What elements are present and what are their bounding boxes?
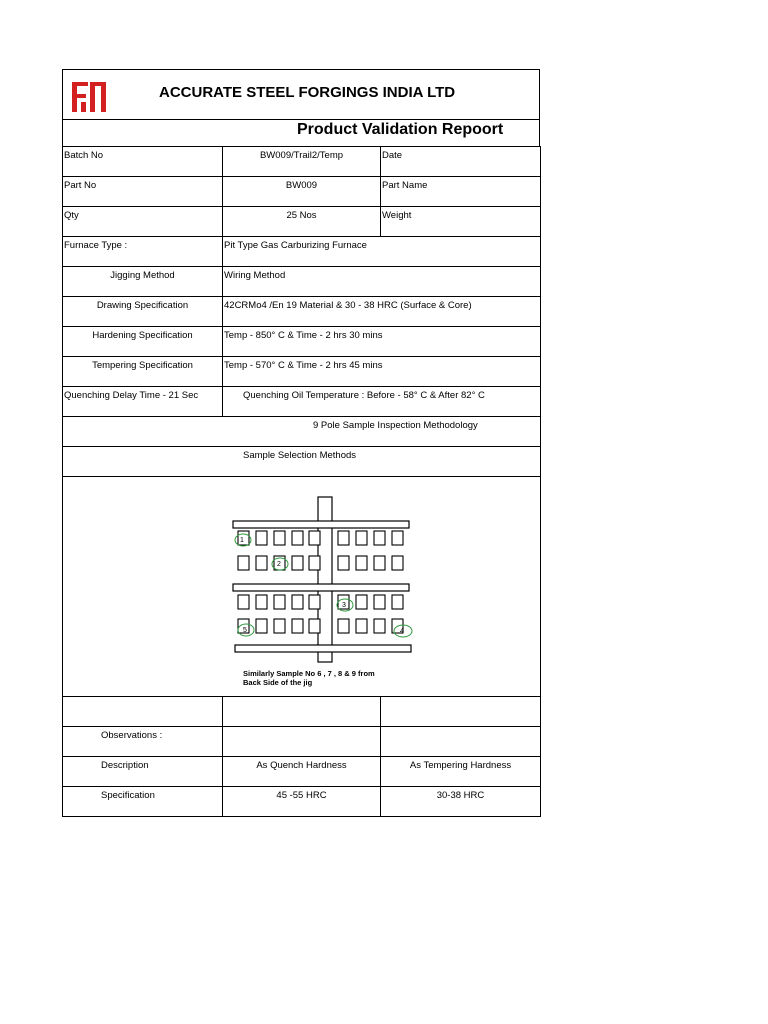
jig-part [338,556,349,570]
sample-label-3: 3 [342,602,346,609]
report-table [62,146,541,817]
jig-part [374,556,385,570]
hardening-label: Hardening Specification [63,327,223,357]
table-row [63,447,541,477]
jig-part [309,531,320,545]
tempering-value: Temp - 570° C & Time - 2 hrs 45 mins [223,357,541,387]
qty-value: 25 Nos [223,207,381,237]
jig-part [292,531,303,545]
tempering-spec-value: 30-38 HRC [381,787,541,817]
jig-part [374,531,385,545]
jig-part [356,619,367,633]
part-name-label: Part Name [381,177,541,207]
blank-cell [223,697,381,727]
bottom-bar [235,645,411,652]
jig-part [309,619,320,633]
batch-no-label: Batch No [63,147,223,177]
table-row [63,787,541,817]
jig-part [274,619,285,633]
table-row [63,417,541,447]
sample-label-5: 5 [243,627,247,634]
jig-part [238,595,249,609]
batch-no-value: BW009/Trail2/Temp [223,147,381,177]
jig-part [392,595,403,609]
jig-diagram [225,479,430,693]
table-row [63,697,541,727]
specification-label: Specification [63,787,223,817]
date-label: Date [381,147,541,177]
blank-cell [63,697,223,727]
methodology-title: 9 Pole Sample Inspection Methodology [63,417,541,447]
jigging-label: Jigging Method [63,267,223,297]
jig-part [256,531,267,545]
header-row [62,69,540,120]
as-quench-header: As Quench Hardness [223,757,381,787]
table-row [63,147,541,177]
jig-part [374,595,385,609]
jig-part [238,556,249,570]
jig-part [338,531,349,545]
jigging-value: Wiring Method [223,267,541,297]
table-row [63,177,541,207]
jig-part [274,531,285,545]
quench-delay: Quenching Delay Time - 21 Sec [63,387,223,417]
blank-cell [223,727,381,757]
diagram-caption-line2: Back Side of the jig [243,678,313,687]
jig-part [256,556,267,570]
furnace-label: Furnace Type : [63,237,223,267]
jig-part [392,531,403,545]
sample-label-1: 1 [240,537,244,544]
jig-part [356,531,367,545]
jig-part [356,595,367,609]
table-row [63,207,541,237]
selection-methods-title: Sample Selection Methods [63,447,541,477]
table-row [63,757,541,787]
table-row [63,727,541,757]
blank-cell [381,697,541,727]
as-tempering-header: As Tempering Hardness [381,757,541,787]
blank-cell [381,727,541,757]
jig-part [356,556,367,570]
part-no-label: Part No [63,177,223,207]
table-row [63,387,541,417]
jig-part [392,556,403,570]
qty-label: Qty [63,207,223,237]
sample-label-2: 2 [277,561,281,568]
drawing-value: 42CRMo4 /En 19 Material & 30 - 38 HRC (Surface & Core) [223,297,541,327]
quench-spec-value: 45 -55 HRC [223,787,381,817]
jig-part [309,556,320,570]
quench-oil-temperature: Quenching Oil Temperature : Before - 58° C & After 82° C [223,387,541,417]
table-row [63,327,541,357]
report-title: Product Validation Repoort [297,121,504,138]
header-left-border [62,70,63,121]
top-bar [233,521,409,528]
company-name: ACCURATE STEEL FORGINGS INDIA LTD [159,84,456,101]
hardening-value: Temp - 850° C & Time - 2 hrs 30 mins [223,327,541,357]
fi-logo-icon [70,80,110,114]
table-row [63,237,541,267]
sample-label-4: 4 [400,628,404,635]
diagram-caption-line1: Similarly Sample No 6 , 7 , 8 & 9 from [243,669,375,678]
jig-diagram-cell [63,477,541,697]
part-no-value: BW009 [223,177,381,207]
jig-part [292,595,303,609]
jig-part [292,619,303,633]
jig-part [309,595,320,609]
jig-part [256,619,267,633]
tempering-label: Tempering Specification [63,357,223,387]
table-row [63,297,541,327]
table-row [63,267,541,297]
jig-part [338,619,349,633]
jig-part [274,595,285,609]
title-row [62,120,540,146]
table-row [63,357,541,387]
jig-part [374,619,385,633]
description-label: Description [63,757,223,787]
table-row [63,477,541,697]
furnace-value: Pit Type Gas Carburizing Furnace [223,237,541,267]
drawing-label: Drawing Specification [63,297,223,327]
jig-part [292,556,303,570]
weight-label: Weight [381,207,541,237]
jig-part [256,595,267,609]
middle-bar [233,584,409,591]
observations-label: Observations : [63,727,223,757]
